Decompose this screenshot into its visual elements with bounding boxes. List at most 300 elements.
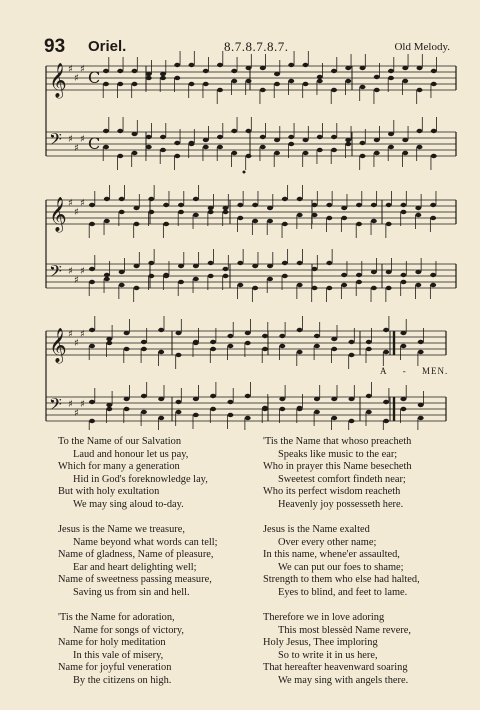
note-head — [430, 283, 436, 287]
note-head — [341, 206, 347, 210]
note-head — [312, 203, 318, 207]
note-head — [134, 206, 140, 210]
verse-line: We can put our foes to shame; — [278, 561, 404, 573]
note-head — [312, 213, 318, 217]
verse-column-left — [58, 436, 258, 700]
note-head — [267, 206, 273, 210]
note-head — [141, 410, 147, 414]
note-head — [106, 341, 112, 345]
note-head — [217, 135, 223, 139]
verse-line: Name beyond what words can tell; — [73, 536, 218, 548]
note-head — [160, 135, 166, 139]
note-head — [124, 407, 130, 411]
verse-line: But with holy exultation — [58, 486, 160, 498]
note-head — [303, 138, 309, 142]
verse-line: In this vale of misery, — [73, 649, 164, 661]
note-head — [374, 138, 380, 142]
note-head — [431, 69, 437, 73]
note-head — [104, 197, 110, 201]
note-head — [274, 138, 280, 142]
verse-line: We may sing aloud to-day. — [73, 498, 184, 510]
note-head — [418, 340, 424, 344]
note-head — [345, 138, 351, 142]
note-head — [178, 210, 184, 214]
note-head — [148, 197, 154, 201]
sharp-icon: ♯ — [80, 266, 85, 277]
note-head — [158, 328, 164, 332]
note-head — [210, 407, 216, 411]
note-head — [246, 66, 252, 70]
note-head — [402, 151, 408, 155]
note-head — [119, 270, 125, 274]
note-head — [386, 286, 392, 290]
verse-line: 'Tis the Name for adoration, — [58, 611, 175, 623]
note-head — [262, 407, 268, 411]
note-head — [203, 145, 209, 149]
note-head — [119, 210, 125, 214]
bass-clef-icon: 𝄢 — [49, 129, 62, 153]
note-head — [203, 138, 209, 142]
hymn-title: Oriel. — [88, 38, 127, 55]
note-head — [246, 129, 252, 133]
note-head — [106, 403, 112, 407]
note-head — [418, 403, 424, 407]
note-head — [237, 216, 243, 220]
note-head — [203, 69, 209, 73]
note-head — [415, 213, 421, 217]
note-head — [227, 344, 233, 348]
note-head — [146, 135, 152, 139]
note-head — [431, 129, 437, 133]
note-head — [341, 216, 347, 220]
note-head — [430, 203, 436, 207]
note-head — [418, 416, 424, 420]
note-head — [345, 79, 351, 83]
verse-line: Heavenly joy possesseth here. — [278, 498, 404, 510]
note-head — [356, 273, 362, 277]
note-head — [174, 63, 180, 67]
note-head — [106, 407, 112, 411]
note-head — [366, 410, 372, 414]
note-head — [163, 222, 169, 226]
note-head — [388, 76, 394, 80]
note-head — [431, 82, 437, 86]
note-head — [217, 145, 223, 149]
note-head — [371, 270, 377, 274]
verse-line: Sweetest comfort findeth near; — [278, 473, 406, 485]
note-head — [252, 264, 258, 268]
note-head — [176, 353, 182, 357]
note-head — [163, 203, 169, 207]
note-head — [160, 148, 166, 152]
verse-line: Jesus is the Name we treasure, — [58, 523, 185, 535]
note-head — [282, 197, 288, 201]
note-head — [345, 142, 351, 146]
sharp-icon: ♯ — [68, 399, 73, 410]
note-head — [208, 261, 214, 265]
note-head — [160, 76, 166, 80]
print-dot — [243, 171, 246, 174]
note-head — [400, 331, 406, 335]
note-head — [124, 397, 130, 401]
note-head — [124, 331, 130, 335]
verse-line: Holy Jesus, Thee imploring — [263, 637, 378, 649]
note-head — [360, 141, 366, 145]
treble-clef-icon: 𝄞 — [49, 197, 67, 232]
note-head — [89, 328, 95, 332]
sharp-icon: ♯ — [74, 207, 79, 218]
hymn-number: 93 — [44, 36, 66, 57]
note-head — [260, 88, 266, 92]
note-head — [119, 197, 125, 201]
note-head — [158, 350, 164, 354]
note-head — [193, 277, 199, 281]
note-head — [148, 210, 154, 214]
note-head — [231, 69, 237, 73]
note-head — [386, 203, 392, 207]
note-head — [314, 344, 320, 348]
note-head — [282, 222, 288, 226]
note-head — [341, 273, 347, 277]
note-head — [331, 88, 337, 92]
note-head — [326, 286, 332, 290]
treble-clef-icon: 𝄞 — [49, 328, 67, 363]
note-head — [402, 79, 408, 83]
note-head — [223, 267, 229, 271]
verse-line: Name for holy meditation — [58, 637, 166, 649]
note-head — [388, 69, 394, 73]
note-head — [203, 82, 209, 86]
note-head — [193, 213, 199, 217]
hymn-meter: 8.7.8.7.8.7. — [224, 39, 289, 54]
note-head — [210, 340, 216, 344]
note-head — [104, 273, 110, 277]
note-head — [210, 394, 216, 398]
note-head — [314, 334, 320, 338]
note-head — [158, 416, 164, 420]
note-head — [104, 219, 110, 223]
note-head — [146, 72, 152, 76]
note-head — [430, 216, 436, 220]
note-head — [401, 203, 407, 207]
note-head — [237, 203, 243, 207]
note-head — [349, 419, 355, 423]
note-head — [402, 138, 408, 142]
note-head — [174, 154, 180, 158]
note-head — [371, 219, 377, 223]
note-head — [388, 145, 394, 149]
note-head — [331, 148, 337, 152]
verse-line: To the Name of our Salvation — [58, 436, 182, 447]
note-head — [279, 397, 285, 401]
note-head — [297, 283, 303, 287]
note-head — [262, 334, 268, 338]
note-head — [223, 206, 229, 210]
note-head — [274, 72, 280, 76]
note-head — [193, 413, 199, 417]
note-head — [374, 75, 380, 79]
note-head — [132, 69, 138, 73]
sharp-icon: ♯ — [74, 275, 79, 286]
sharp-icon: ♯ — [68, 134, 73, 145]
note-head — [345, 66, 351, 70]
note-head — [418, 350, 424, 354]
bass-clef-icon: 𝄢 — [49, 261, 62, 285]
note-head — [331, 416, 337, 420]
sharp-icon: ♯ — [68, 64, 73, 75]
note-head — [231, 79, 237, 83]
note-head — [400, 397, 406, 401]
verse-line: Saving us from sin and hell. — [73, 586, 190, 598]
verse-line: Speaks like music to the ear; — [278, 448, 398, 460]
sharp-icon: ♯ — [68, 329, 73, 340]
note-head — [415, 206, 421, 210]
verse-line: By the citizens on high. — [73, 674, 172, 686]
note-head — [193, 264, 199, 268]
note-head — [134, 264, 140, 268]
note-head — [227, 334, 233, 338]
note-head — [252, 219, 258, 223]
note-head — [176, 410, 182, 414]
stanza-6 — [263, 612, 463, 688]
note-head — [349, 340, 355, 344]
note-head — [297, 213, 303, 217]
note-head — [189, 63, 195, 67]
note-head — [317, 75, 323, 79]
note-head — [401, 280, 407, 284]
note-head — [252, 286, 258, 290]
note-head — [303, 151, 309, 155]
note-head — [297, 197, 303, 201]
note-head — [176, 400, 182, 404]
time-signature: C — [88, 68, 101, 87]
note-head — [208, 210, 214, 214]
note-head — [297, 328, 303, 332]
verse-line: Jesus is the Name exalted — [263, 523, 370, 535]
verse-line: That hereafter heavenward soaring — [263, 662, 408, 674]
note-head — [132, 132, 138, 136]
sharp-icon: ♯ — [80, 134, 85, 145]
note-head — [117, 129, 123, 133]
note-head — [141, 347, 147, 351]
note-head — [314, 397, 320, 401]
note-head — [288, 135, 294, 139]
sharp-icon: ♯ — [74, 73, 79, 84]
note-head — [227, 413, 233, 417]
amen-a: A — [380, 366, 388, 376]
note-head — [331, 69, 337, 73]
note-head — [237, 283, 243, 287]
hymn-source: Old Melody. — [394, 41, 450, 53]
note-head — [267, 219, 273, 223]
verse-line: We may sing with angels there. — [278, 674, 409, 686]
note-head — [106, 337, 112, 341]
note-head — [388, 132, 394, 136]
note-head — [223, 274, 229, 278]
note-head — [297, 350, 303, 354]
note-head — [279, 344, 285, 348]
note-head — [402, 66, 408, 70]
note-head — [383, 400, 389, 404]
note-head — [104, 277, 110, 281]
note-head — [274, 82, 280, 86]
note-head — [178, 280, 184, 284]
note-head — [386, 270, 392, 274]
note-head — [326, 203, 332, 207]
note-head — [371, 286, 377, 290]
note-head — [317, 79, 323, 83]
note-head — [193, 397, 199, 401]
note-head — [245, 331, 251, 335]
note-head — [260, 66, 266, 70]
note-head — [231, 129, 237, 133]
note-head — [360, 66, 366, 70]
sharp-icon: ♯ — [74, 338, 79, 349]
note-head — [288, 63, 294, 67]
amen-men: MEN. — [422, 366, 449, 376]
note-head — [331, 347, 337, 351]
note-head — [417, 129, 423, 133]
verse-line: This most blessèd Name revere, — [278, 624, 412, 636]
verse-line: 'Tis the Name that whoso preacheth — [263, 436, 412, 447]
note-head — [193, 341, 199, 345]
note-head — [237, 261, 243, 265]
verse-line: In this name, whene'er assaulted, — [263, 549, 400, 561]
note-head — [360, 154, 366, 158]
note-head — [415, 270, 421, 274]
stanza-5 — [263, 524, 463, 600]
note-head — [279, 407, 285, 411]
note-head — [245, 341, 251, 345]
note-head — [383, 328, 389, 332]
note-head — [260, 135, 266, 139]
sharp-icon: ♯ — [80, 329, 85, 340]
stanza-2 — [58, 524, 258, 600]
note-head — [134, 286, 140, 290]
note-head — [297, 407, 303, 411]
sharp-icon: ♯ — [68, 198, 73, 209]
verse-line: Strength to them who else had halted, — [263, 574, 420, 586]
note-head — [417, 145, 423, 149]
note-head — [326, 216, 332, 220]
note-head — [178, 264, 184, 268]
note-head — [274, 151, 280, 155]
note-head — [217, 63, 223, 67]
note-head — [371, 203, 377, 207]
note-head — [401, 273, 407, 277]
note-head — [431, 154, 437, 158]
note-head — [267, 277, 273, 281]
note-head — [117, 69, 123, 73]
note-head — [89, 344, 95, 348]
note-head — [356, 280, 362, 284]
note-head — [231, 151, 237, 155]
sharp-icon: ♯ — [80, 198, 85, 209]
note-head — [430, 273, 436, 277]
note-head — [415, 283, 421, 287]
note-head — [331, 397, 337, 401]
note-head — [279, 334, 285, 338]
note-head — [356, 222, 362, 226]
stanza-3 — [58, 612, 258, 688]
note-head — [383, 350, 389, 354]
note-head — [349, 397, 355, 401]
treble-clef-icon: 𝄞 — [49, 63, 67, 98]
note-head — [148, 274, 154, 278]
note-head — [260, 145, 266, 149]
note-head — [89, 267, 95, 271]
note-head — [401, 210, 407, 214]
note-head — [262, 347, 268, 351]
sharp-icon: ♯ — [80, 64, 85, 75]
verse-line: So to write it in us here, — [278, 649, 378, 661]
note-head — [146, 145, 152, 149]
note-head — [356, 203, 362, 207]
note-head — [189, 82, 195, 86]
verse-line: Ear and heart delighting well; — [73, 561, 197, 573]
note-head — [89, 203, 95, 207]
note-head — [317, 148, 323, 152]
note-head — [158, 397, 164, 401]
note-head — [331, 135, 337, 139]
note-head — [163, 274, 169, 278]
note-head — [160, 72, 166, 76]
stanza-1 — [58, 436, 258, 512]
verse-line: Who its perfect wisdom reacheth — [263, 486, 401, 498]
note-head — [267, 264, 273, 268]
verse-line: Name for songs of victory, — [73, 624, 184, 636]
note-head — [245, 394, 251, 398]
note-head — [117, 82, 123, 86]
note-head — [326, 261, 332, 265]
note-head — [417, 88, 423, 92]
note-head — [246, 79, 252, 83]
note-head — [288, 79, 294, 83]
note-head — [89, 419, 95, 423]
bass-clef-icon: 𝄢 — [49, 394, 62, 418]
verse-line: Over every other name; — [278, 536, 377, 548]
verse-line: Which for many a generation — [58, 461, 180, 473]
note-head — [174, 76, 180, 80]
note-head — [331, 337, 337, 341]
note-head — [246, 154, 252, 158]
sharp-icon: ♯ — [74, 143, 79, 154]
note-head — [210, 347, 216, 351]
verse-line: Eyes to blind, and feet to lame. — [278, 586, 408, 598]
note-head — [117, 154, 123, 158]
note-head — [132, 151, 138, 155]
verse-line: Name of sweetness passing measure, — [58, 574, 212, 586]
amen-label — [380, 366, 460, 376]
note-head — [317, 135, 323, 139]
note-head — [189, 142, 195, 146]
verse-line: Therefore we in love adoring — [263, 611, 385, 623]
note-head — [366, 347, 372, 351]
note-head — [360, 85, 366, 89]
note-head — [208, 206, 214, 210]
note-head — [208, 274, 214, 278]
verse-line: Name of gladness, Name of pleasure, — [58, 549, 214, 561]
stanza-4 — [263, 436, 463, 512]
verse-line: Name for joyful veneration — [58, 662, 172, 674]
note-head — [132, 82, 138, 86]
note-head — [400, 407, 406, 411]
note-head — [148, 261, 154, 265]
note-head — [400, 344, 406, 348]
note-head — [193, 197, 199, 201]
note-head — [297, 261, 303, 265]
note-head — [386, 222, 392, 226]
